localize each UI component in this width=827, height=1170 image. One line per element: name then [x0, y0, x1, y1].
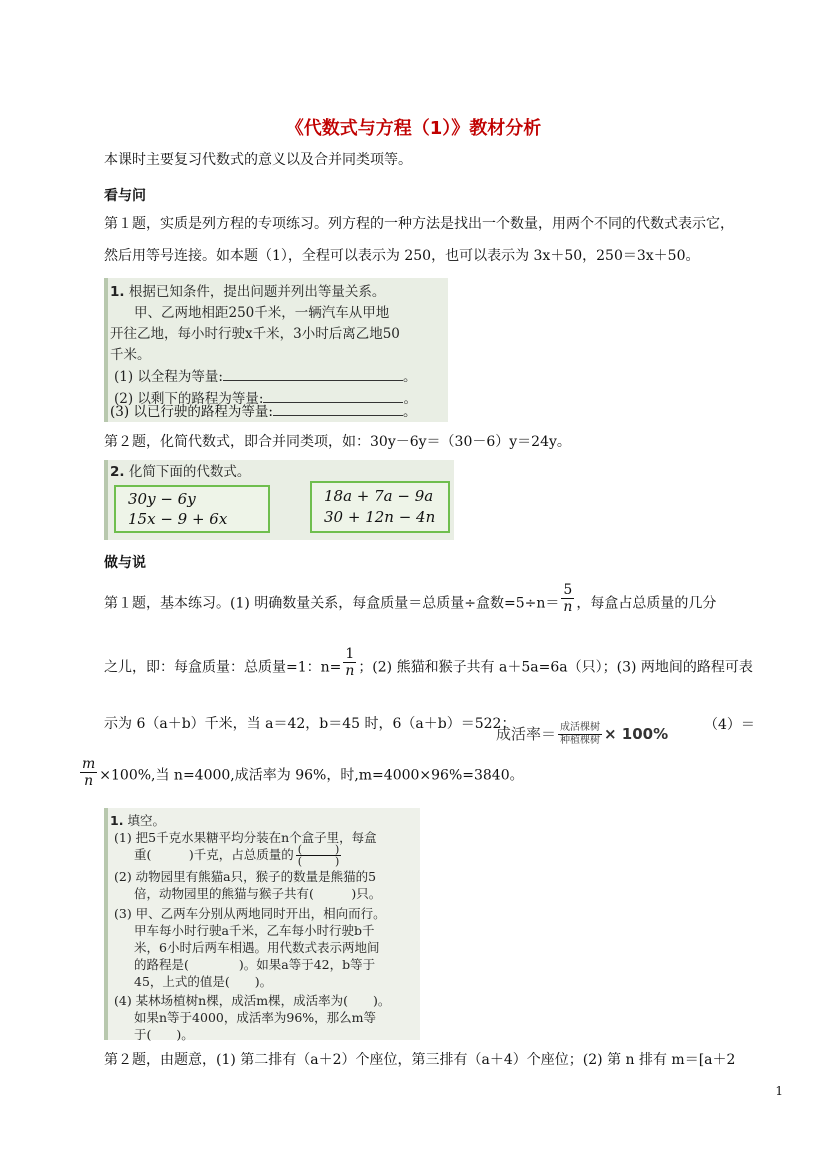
answer-blank — [273, 403, 403, 416]
textbook-image-fill-in: 1. 填空。 (1) 把5千克水果糖平均分装在n个盒子里，每盒 重( )千克，占总质量的 $\frac{( )}{( )}$ (2) 动物园里有熊猫a只，猴子的数量是熊猫的5 倍，动物园里的熊猫与猴子共有( )只。 (3) 甲、乙两车分别从两地同时开出，相向而行。 甲车每小时行驶a千米，乙车每小时行驶b千 米，6小时后两车相遇。用代数式表示两地间 的路程是( )。如果a等于42，b等于 45，上式的值是( )。 (4) 某林场植树n棵，成活m棵，成活率为( )。 如果n等于4000，成活率为96%，那么m等 于( )。 — [104, 808, 420, 1040]
expression-box-right — [310, 481, 450, 533]
question-2: (2) 以剩下的路程为等量: — [114, 391, 264, 407]
answer-blank — [223, 368, 403, 381]
exercise-text-line: 甲、乙两地相距250千米，一辆汽车从甲地 — [134, 305, 390, 321]
paragraph-do-say-line2: 之儿，即：每盒质量：总质量=1：n= $\frac{1}{n}$ ；(2) 熊猫和猴子共有 a＋5a=6a（只）；(3) 两地间的路程可表 — [104, 646, 753, 679]
paragraph-do-say-item4: （4）＝ — [704, 717, 755, 733]
exercise-number: 1. — [110, 284, 125, 300]
question-1: (1) 以全程为等量: — [114, 369, 223, 385]
paragraph-q2: 第２题，化简代数式，即合并同类项，如：30y－6y＝（30－6）y＝24y。 — [104, 434, 571, 450]
paragraph-do-say-line4: $\frac{m}{n}$ ×100%,当 n=4000,成活率为 96%，时,m=4000×96%=3840。 — [82, 756, 524, 789]
question-3-row: (3) 以已行驶的路程为等量: 。 — [110, 404, 417, 420]
section-heading-look-ask: 看与问 — [104, 188, 146, 204]
fraction-5-over-n: $\frac{5}{n}$ — [563, 582, 573, 615]
exercise-text-line: 开往乙地，每小时行驶x千米，3小时后离乙地50 — [110, 326, 400, 342]
question-3: (3) 以已行驶的路程为等量: — [110, 404, 273, 420]
expression: 30y − 6y — [128, 490, 196, 508]
textbook-image-exercise-1: 1. 根据已知条件，提出问题并列出等量关系。 甲、乙两地相距250千米，一辆汽车从甲地 开往乙地，每小时行驶x千米，3小时后离乙地50 千米。 (1) 以全程为等量: 。 (2) 以剩下的路程为等量: 。 — [104, 278, 448, 422]
exercise-text-line: 千米。 — [110, 347, 151, 363]
paragraph-q1-line1: 第１题，实质是列方程的专项练习。列方程的一种方法是找出一个数量，用两个不同的代数式表示它， — [104, 216, 734, 232]
textbook-image-exercise-2 — [104, 460, 454, 540]
paragraph-q2-seats: 第２题，由题意，(1) 第二排有（a＋2）个座位，第三排有（a＋4）个座位；(2) 第 n 排有 m＝[a＋2 — [104, 1052, 736, 1068]
fraction-m-over-n: $\frac{m}{n}$ — [82, 756, 96, 789]
expression: 15x − 9 + 6x — [128, 510, 228, 528]
paragraph-do-say-line1: 第１题，基本练习。(1) 明确数量关系，每盒质量＝总质量÷盒数=5÷n＝ $\frac{5}{n}$ ，每盒占总质量的几分 — [104, 582, 717, 615]
fraction-1-over-n: $\frac{1}{n}$ — [345, 646, 355, 679]
page-number: 1 — [775, 1084, 783, 1098]
exercise-heading: 化简下面的代数式。 — [128, 464, 251, 480]
expression: 30 + 12n − 4n — [324, 508, 436, 526]
section-heading-do-say: 做与说 — [104, 555, 146, 571]
page-title: 《代数式与方程（1）》教材分析 — [285, 118, 542, 139]
expression-box-left — [114, 485, 270, 533]
paragraph-do-say-line3: 示为 6（a＋b）千米，当 a＝42，b＝45 时，6（a＋b）＝522； — [104, 716, 516, 732]
survival-rate-formula: 成活率＝ $\frac{\text{成活棵树}}{\text{种植棵树}}$ × 100% — [496, 722, 669, 746]
exercise-number: 2. — [110, 464, 125, 480]
paragraph-q1-line2: 然后用等号连接。如本题（1），全程可以表示为 250，也可以表示为 3x＋50，250＝3x＋50。 — [104, 248, 700, 264]
intro-paragraph: 本课时主要复习代数式的意义以及合并同类项等。 — [104, 152, 412, 168]
exercise-heading: 根据已知条件，提出问题并列出等量关系。 — [128, 284, 386, 300]
expression: 18a + 7a − 9a — [324, 487, 434, 505]
